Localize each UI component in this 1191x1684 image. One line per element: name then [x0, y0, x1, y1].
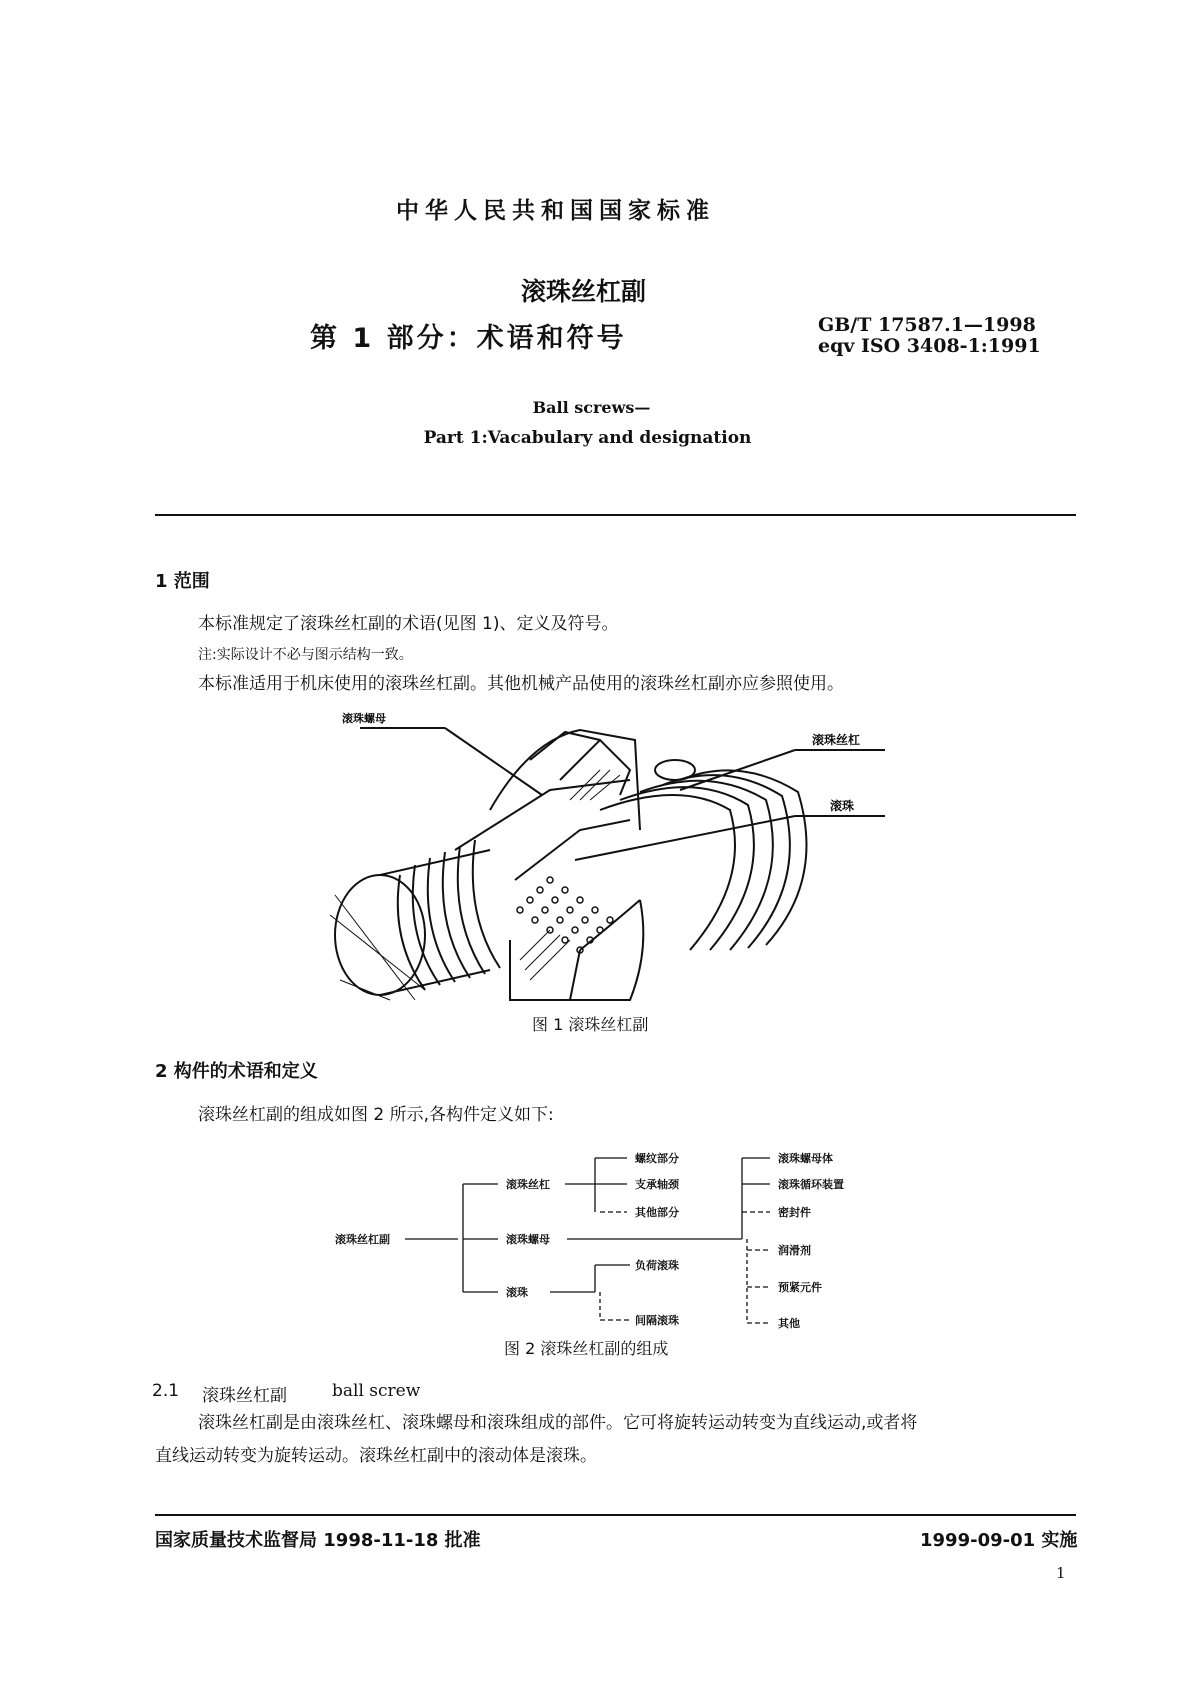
tree-screw: 滚珠丝杠 [506, 1178, 550, 1191]
national-standard-title: 中华人民共和国国家标准 [396, 198, 715, 224]
tree-nut-other: 其他 [778, 1317, 800, 1330]
tree-screw-journal: 支承轴颈 [635, 1178, 679, 1191]
tree-nut: 滚珠螺母 [506, 1233, 550, 1246]
figure-1-caption: 图 1 滚珠丝杠副 [532, 1015, 649, 1034]
tree-nut-body: 滚珠螺母体 [778, 1152, 833, 1165]
approval-line: 国家质量技术监督局 1998-11-18 批准 [155, 1530, 481, 1551]
section-2-1-number: 2.1 [152, 1381, 180, 1401]
standard-title-en-line2: Part 1:Vacabulary and designation [423, 428, 752, 448]
section-2-heading: 2 构件的术语和定义 [155, 1061, 318, 1082]
figure1-label-screw: 滚珠丝杠 [812, 733, 861, 747]
standard-code: GB/T 17587.1—1998 [818, 314, 1036, 336]
tree-ball-load: 负荷滚珠 [635, 1259, 679, 1272]
page-number: 1 [1056, 1564, 1066, 1582]
header-divider [155, 514, 1076, 516]
tree-nut-lubricant: 润滑剂 [778, 1244, 811, 1257]
section-2-1-text-line-2: 直线运动转变为旋转运动。滚珠丝杠副中的滚动体是滚珠。 [155, 1446, 597, 1466]
tree-root: 滚珠丝杠副 [335, 1233, 390, 1246]
section-1-note: 注:实际设计不必与图示结构一致。 [198, 647, 413, 663]
section-1-paragraph-2: 本标准适用于机床使用的滚珠丝杠副。其他机械产品使用的滚珠丝杠副亦应参照使用。 [198, 674, 844, 694]
tree-ball-spacer: 间隔滚珠 [635, 1314, 679, 1327]
standard-title-cn-line1: 滚珠丝杠副 [520, 277, 646, 306]
footer-divider [155, 1514, 1076, 1516]
ball-screw-illustration [330, 700, 930, 1030]
iso-equivalent: eqv ISO 3408-1:1991 [818, 335, 1041, 357]
figure1-label-ball: 滚珠 [830, 799, 855, 813]
effective-date: 1999-09-01 实施 [920, 1530, 1078, 1551]
figure-2-caption: 图 2 滚珠丝杠副的组成 [504, 1339, 669, 1358]
section-2-1-heading-cn: 滚珠丝杠副 [202, 1386, 287, 1406]
composition-tree-diagram [330, 1140, 890, 1340]
tree-screw-other: 其他部分 [635, 1206, 679, 1219]
section-2-1-text-line-1: 滚珠丝杠副是由滚珠丝杠、滚珠螺母和滚珠组成的部件。它可将旋转运动转变为直线运动,或者将 [198, 1413, 918, 1433]
figure1-label-nut: 滚珠螺母 [342, 712, 386, 725]
tree-nut-seal: 密封件 [778, 1206, 811, 1219]
tree-ball: 滚珠 [506, 1286, 528, 1299]
standard-title-en-line1: Ball screws— [532, 398, 651, 417]
tree-nut-circulation: 滚珠循环装置 [778, 1178, 844, 1191]
section-2-intro: 滚珠丝杠副的组成如图 2 所示,各构件定义如下: [198, 1105, 554, 1125]
section-1-paragraph-1: 本标准规定了滚珠丝杠副的术语(见图 1)、定义及符号。 [198, 614, 619, 634]
tree-screw-thread: 螺纹部分 [635, 1152, 679, 1165]
standard-title-cn-line2: 第 1 部分：术语和符号 [310, 323, 627, 354]
tree-nut-preload: 预紧元件 [778, 1281, 822, 1294]
section-1-heading: 1 范围 [155, 571, 210, 592]
section-2-1-heading-en: ball screw [332, 1381, 421, 1401]
